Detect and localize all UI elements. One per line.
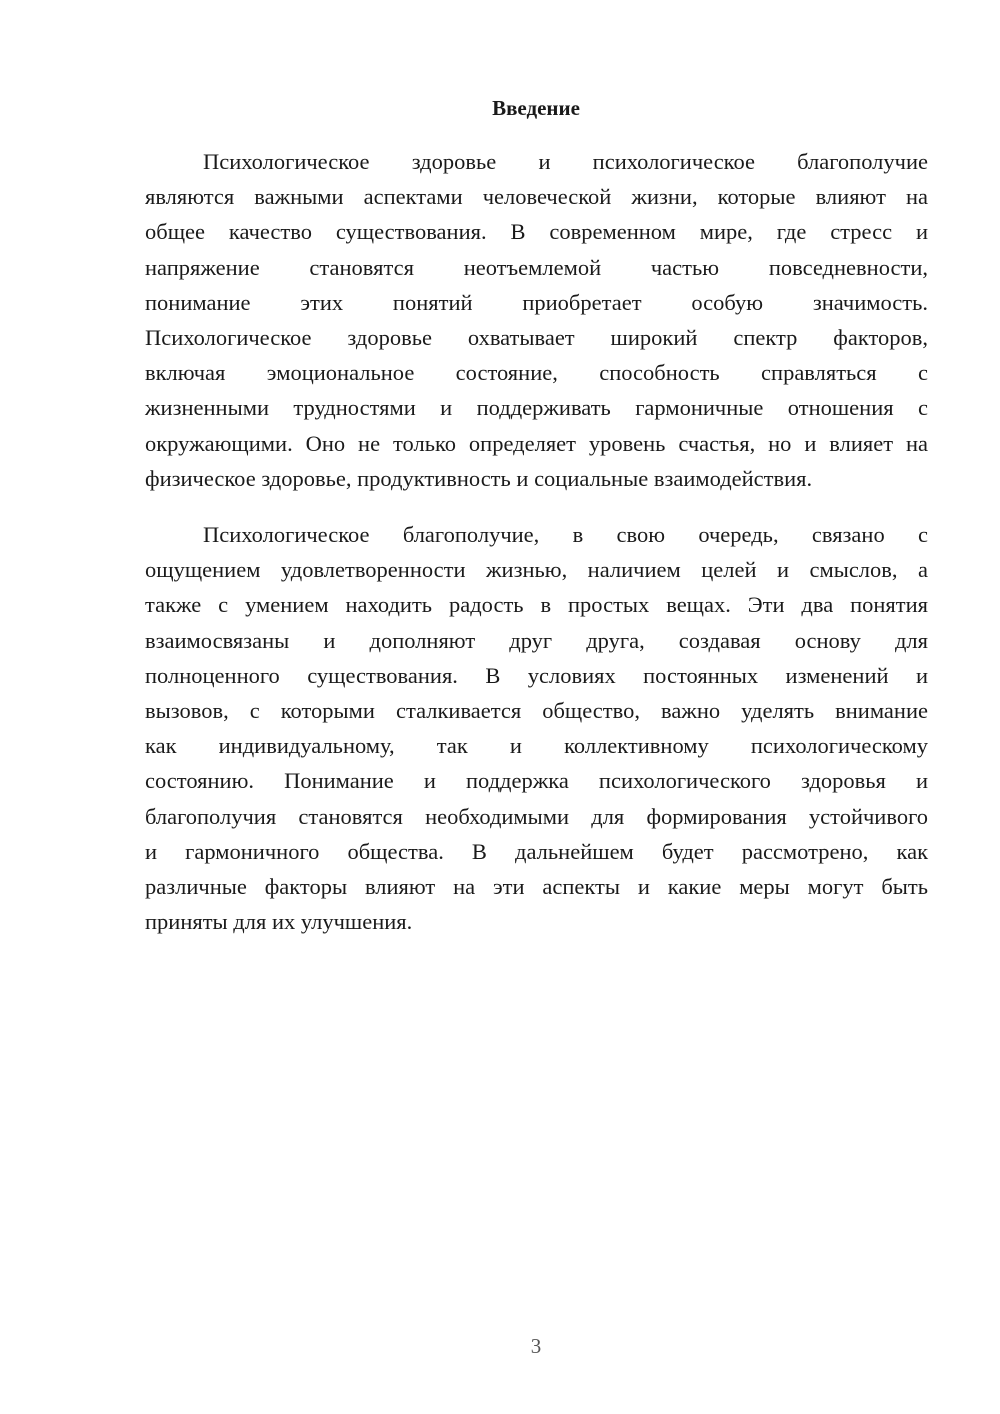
page-number: 3	[530, 1334, 542, 1358]
text-line: благополучия становятся необходимыми для формирования устойчивого	[145, 803, 928, 829]
text-line: общее качество существования. В современном мире, где стресс и	[145, 219, 928, 245]
text-line: напряжение становятся неотъемлемой частью повседневности,	[145, 254, 928, 280]
text-line: вызовов, с которыми сталкивается общество, важно уделять внимание	[145, 697, 928, 723]
text-line: Психологическое здоровье охватывает широкий спектр факторов,	[145, 324, 928, 350]
paragraph-2	[145, 517, 928, 939]
text-line: полноценного существования. В условиях постоянных изменений и	[145, 662, 928, 688]
text-line: состоянию. Понимание и поддержка психологического здоровья и	[145, 768, 928, 794]
text-line: окружающими. Оно не только определяет уровень счастья, но и влияет на	[145, 430, 928, 456]
section-title: Введение	[492, 96, 580, 120]
text-line: Психологическое благополучие, в свою очередь, связано с	[203, 522, 928, 547]
text-line: как индивидуальному, так и коллективному психологическому	[145, 733, 928, 759]
text-line: физическое здоровье, продуктивность и социальные взаимодействия.	[145, 465, 813, 491]
text-line: понимание этих понятий приобретает особую значимость.	[145, 289, 928, 315]
text-line: и гармоничного общества. В дальнейшем будет рассмотрено, как	[145, 838, 928, 864]
text-line: Психологическое здоровье и психологическое благополучие	[203, 149, 928, 174]
text-line: различные факторы влияют на эти аспекты и какие меры могут быть	[145, 873, 928, 899]
text-line: включая эмоциональное состояние, способность справляться с	[145, 360, 928, 386]
paragraph-1	[145, 144, 928, 496]
text-line: являются важными аспектами человеческой жизни, которые влияют на	[145, 184, 928, 210]
text-line: жизненными трудностями и поддерживать гармоничные отношения с	[145, 395, 928, 421]
text-line: ощущением удовлетворенности жизнью, наличием целей и смыслов, а	[145, 557, 928, 583]
text-line: взаимосвязаны и дополняют друг друга, создавая основу для	[145, 627, 928, 653]
text-line: приняты для их улучшения.	[145, 909, 413, 935]
text-line: также с умением находить радость в простых вещах. Эти два понятия	[145, 592, 928, 618]
